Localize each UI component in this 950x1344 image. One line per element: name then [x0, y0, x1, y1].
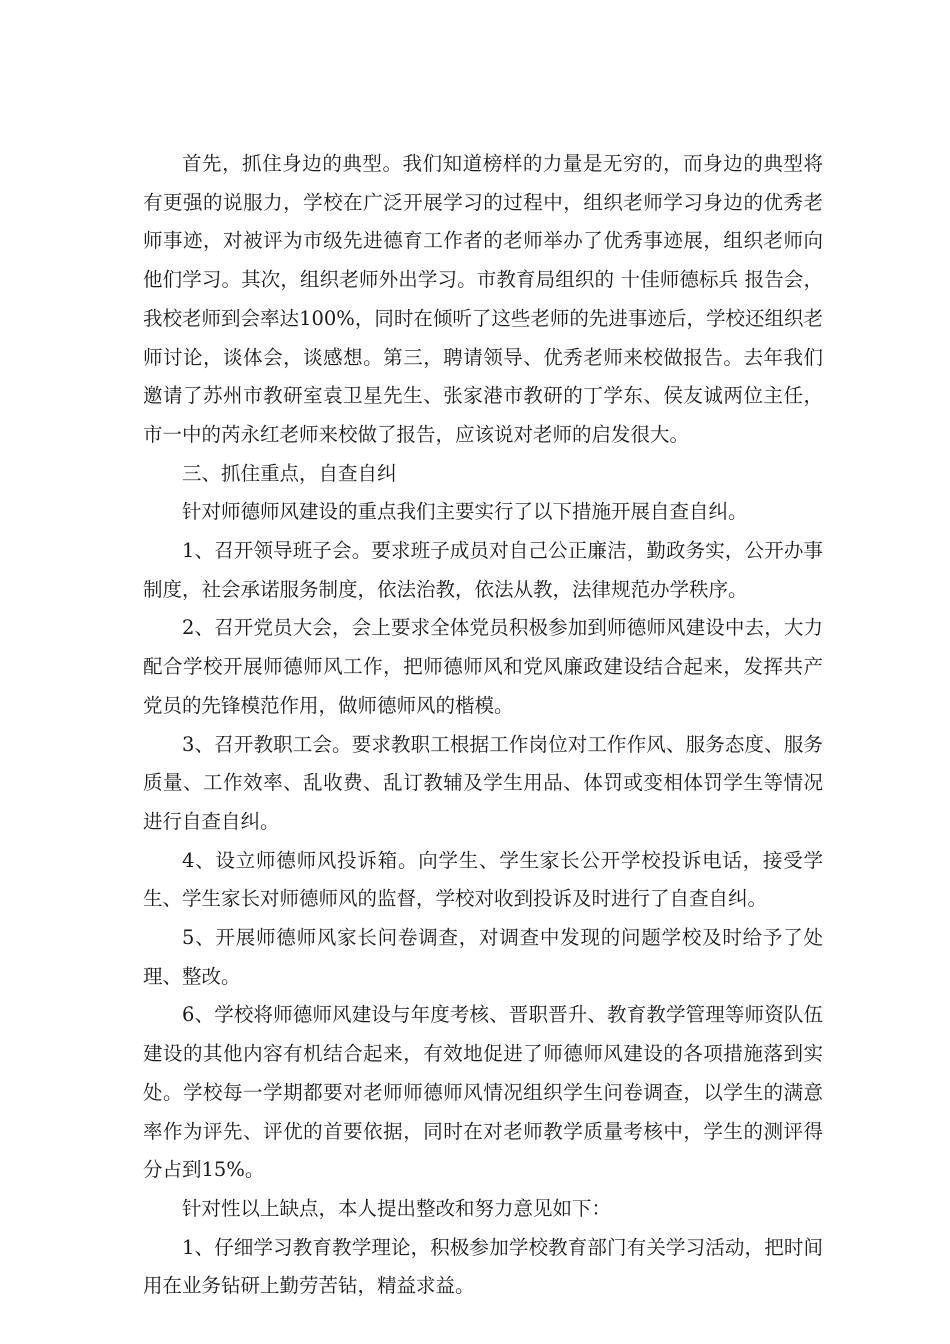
list-item-complaint-box: 4、设立师德师风投诉箱。向学生、学生家长公开学校投诉电话，接受学生、学生家长对师德师风的监督，学校对收到投诉及时进行了自查自纠。 — [143, 848, 823, 911]
paragraph-rectification-intro: 针对性以上缺点，本人提出整改和努力意见如下： — [182, 1196, 612, 1220]
list-item-leadership-meeting: 1、召开领导班子会。要求班子成员对自己公正廉洁，勤政务实，公开办事制度，社会承诺服务制度，依法治教，依法从教，法律规范办学秩序。 — [143, 539, 823, 601]
document-body — [143, 145, 823, 1306]
list-item-study-theory: 1、仔细学习教育教学理论，积极参加学校教育部门有关学习活动，把时间用在业务钻研上勤劳苦钻，精益求益。 — [143, 1235, 823, 1298]
list-item-parent-survey: 5、开展师德师风家长问卷调查，对调查中发现的问题学校及时给予了处理、整改。 — [143, 926, 823, 988]
list-item-integration: 6、学校将师德师风建设与年度考核、晋职晋升、教育教学管理等师资队伍建设的其他内容有机结合起来，有效地促进了师德师风建设的各项措施落到实处。学校每一学期都要对老师师德师风情况组织学生问卷调查，以学生的满意率作为评先、评优的首要依据，同时在对老师教学质量考核中，学生的测评得分占到15%。 — [143, 1003, 823, 1182]
paragraph-typical-examples: 首先，抓住身边的典型。我们知道榜样的力量是无穷的，而身边的典型将有更强的说服力，学校在广泛开展学习的过程中，组织老师学习身边的优秀老师事迹，对被评为市级先进德育工作者的老师举办了优秀事迹展，组织老师向他们学习。其次，组织老师外出学习。市教育局组织的 十佳师德标兵 报告会，我校老师到会率达100%，同时在倾听了这些老师的先进事迹后，学校还组织老师讨论，谈体会，谈感想。第三，聘请领导、优秀老师来校做报告。去年我们邀请了苏州市教研室袁卫星先生、张家港市教研的丁学东、侯友诚两位主任，市一中的芮永红老师来校做了报告，应该说对老师的启发很大。 — [143, 152, 823, 446]
section-heading-self-check: 三、抓住重点，自查自纠 — [182, 461, 397, 485]
paragraph-measures-intro: 针对师德师风建设的重点我们主要实行了以下措施开展自查自纠。 — [182, 500, 748, 524]
list-item-staff-meeting: 3、召开教职工会。要求教职工根据工作岗位对工作作风、服务态度、服务质量、工作效率、乱收费、乱订教辅及学生用品、体罚或变相体罚学生等情况进行自查自纠。 — [143, 732, 823, 833]
list-item-party-meeting: 2、召开党员大会，会上要求全体党员积极参加到师德师风建设中去，大力配合学校开展师德师风工作，把师德师风和党风廉政建设结合起来，发挥共产党员的先锋模范作用，做师德师风的楷模。 — [143, 616, 823, 717]
